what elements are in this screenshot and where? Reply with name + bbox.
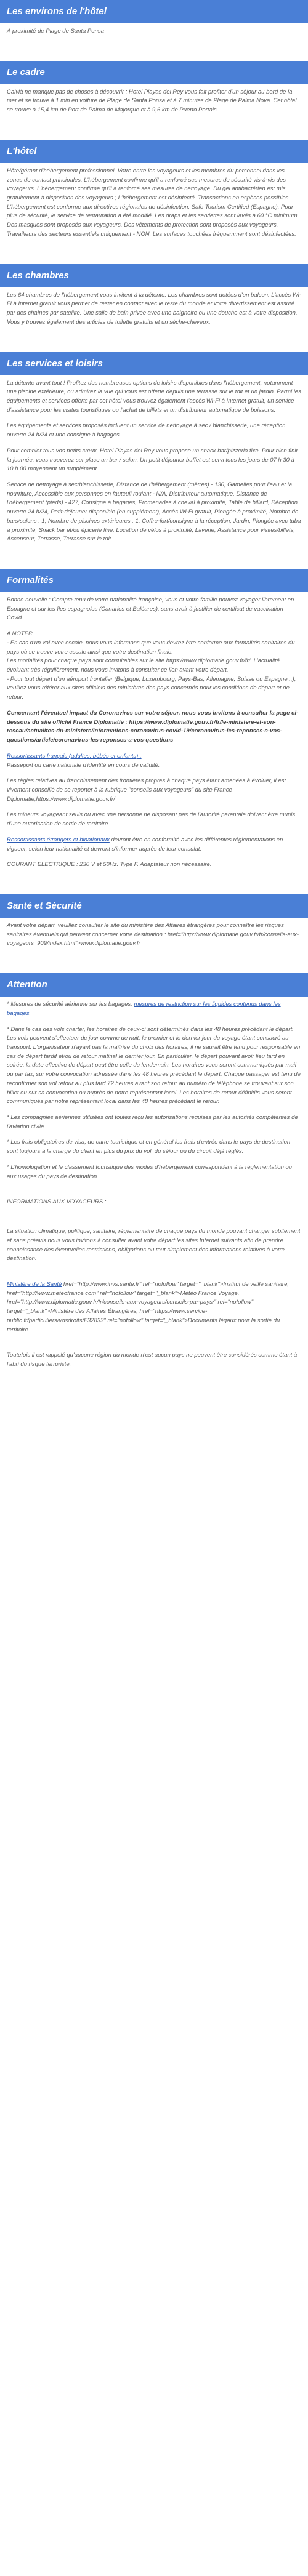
formalites-intro: Bonne nouvelle : Compte tenu de votre nationalité française, vous et votre famille pouvez voyager librement en Espagne et sur les îles espagnoles (Canaries et Baléares), sans avoir à justifier de certificat de vaccination Covid. (7, 596, 294, 622)
nota-line-1: - En cas d'un vol avec escale, nous vous informons que vous devrez être conforme aux formalités sanitaires du pays où se trouve votre escale ainsi que votre destination finale. (7, 639, 295, 656)
section-title-attention: Attention (0, 973, 308, 997)
cadre-text: Calvià ne manque pas de choses à découvrir ; Hotel Playas del Rey vous fait profiter d'un séjour au bord de la mer et se trouve à 1 min en voiture de Plage de Santa Ponsa et à 7 minutes de Plage de Palma Nova. Cet hôtel se trouve à 15,4 km de Port de Palma de Majorque et à 9,6 km de Puerto Portals. (7, 88, 297, 114)
environs-text: À proximité de Plage de Santa Ponsa (7, 28, 104, 34)
section-title-chambres: Les chambres (0, 264, 308, 287)
nationals-text: Passeport ou carte nationale d'identité en cours de validité. (7, 761, 160, 769)
minors-text: Les mineurs voyageant seuls ou avec une personne ne disposant pas de l'autorité parentale doivent être munis d'une autorisation de sortie de territoire. (7, 811, 296, 828)
official-sites-text: href="http://www.invs.sante.fr" rel="nofollow" target="_blank">Institut de veille sanitaire, href="http://www.meteofrance.com" rel="nofollow" target="_blank">Météo France Voyage, href="http://www.diplomatie.gouv.fr/fr/conseils-aux-voyageurs/conseils-par-pays/" rel="nofollow" target="_blank">Ministère des Affaires Étrangères, href="https://www.service-public.fr/particuliers/vosdroits/F32833" rel="nofollow" target="_blank">Documents légaux pour la sortie du territoire. (7, 1280, 290, 1333)
section-title-hotel: L'hôtel (0, 140, 308, 163)
hotel-text: Hôte/gérant d'hébergement professionnel. Votre entre les voyageurs et les membres du personnel dans les zones de contact principales. L'hébergement confirme qu'il a renforcé ses mesures de sécurité vis-à-vis des voyageurs. L'hébergement confirme qu'il a renforcé ses mesures de nettoyage. Du gel antibactérien est mis gratuitement à disposition des voyageurs ; L'hébergement est désinfecté. Transactions en espèces possibles. L'hébergement est conforme aux directives régionales de désinfection. Safe Tourism Certified (Espagne). Pour plus de sécurité, le service de restauration a été modifié. Les draps et les serviettes sont lavés à 60 °C minimum.. Des masques sont proposés aux voyageurs. Des vêtements de protection sont proposés aux voyageurs. Travailleurs des secteurs essentiels uniquement - NON. Les surfaces touchées fréquemment sont désinfectées. (7, 167, 301, 238)
electric-current: COURANT ELECTRIQUE : 230 V et 50Hz. Type F. Adaptateur non nécessaire. (7, 861, 212, 869)
services-text-4: Service de nettoyage à sec/blanchisserie, Distance de l'hébergement (mètres) - 130, Gamelles pour l'eau et la nourriture, Accessible aux personnes en fauteuil roulant - N/A, Distributeur automatique, Distance de l'hébergement (pieds) - 427, Consigne à bagages, Promenades à cheval à proximité, Table de billard, Réception ouverte 24 h/24, Petit-déjeuner disponible (en supplément), Accès Wi-Fi gratuit, Plongée à proximité, Nombre de bars/salons : 1, Nombre de piscines extérieures : 1, Coffre-fort/consigne à la réception, Jardin, Plongée avec tuba à proximité, Snack bar et/ou épicerie fine, Location de vélos à proximité, Laverie, Assistance pour visites/billets, Ascenseur, Terrasse, Terrasse sur le toit (7, 481, 301, 543)
nota-line-2: Les modalités pour chaque pays sont consultables sur le site https://www.diplomatie.gouv.fr/fr/. L'actualité évoluant très régulièrement, nous vous invitons à consulter ce lien avant votre départ. (7, 657, 280, 674)
sante-text: Avant votre départ, veuillez consulter le site du ministère des Affaires étrangères pour connaître les risques sanitaires éventuels qui peuvent concerner votre destination : href="http://www.diplomatie.gouv.fr/fr/conseils-aux-voyageurs_909/index.html">www.diplomatie.gouv.fr (7, 921, 299, 947)
services-text-3: Pour combler tous vos petits creux, Hotel Playas del Rey vous propose un snack bar/pizzeria fixe. Pour bien finir la journée, vous trouverez sur place un bar / salon. Un petit déjeuner buffet est servi tous les jours de 07 h 30 à 10 h 00 moyennant un supplément. (7, 447, 298, 473)
services-text-1: La détente avant tout ! Profitez des nombreuses options de loisirs disponibles dans l'hébergement, notamment une piscine extérieure, ou admirez la vue qui vous est offerte depuis une terrasse sur le toit et un jardin. Parmi les équipements et services offerts par cet hôtel vous trouvez également l'accès Wi-Fi à Internet gratuit, un service d'assistance pour les visites touristiques ou l'achat de billets et un distributeur automatique de boissons. (7, 379, 301, 414)
section-title-sante: Santé et Sécurité (0, 894, 308, 918)
baggage-security-suffix: . (29, 1009, 31, 1017)
travelers-info-text: La situation climatique, politique, sanitaire, réglementaire de chaque pays du monde pouvant changer subitement et sans préavis nous vous invitons à consulter avant votre départ les sites Internet suivants afin de prendre connaissance des éventuelles restrictions, obligations ou tout simplement des informations relatives à votre destination. (7, 1228, 301, 1262)
terrorism-risk-text: Toutefois il est rappelé qu'aucune région du monde n'est aucun pays ne peuvent être considérés comme étant à l'abri du risque terroriste. (7, 1352, 298, 1368)
liquids-restriction-link[interactable]: mesures de restriction sur les liquides contenus dans les bagages (7, 1001, 281, 1017)
nota-heading: A NOTER (7, 630, 33, 638)
section-title-environs: Les environs de l'hôtel (0, 0, 308, 23)
section-sante (0, 894, 308, 955)
section-title-services: Les services et loisirs (0, 352, 308, 375)
travelers-info-heading: INFORMATIONS AUX VOYAGEURS : (7, 1198, 107, 1206)
section-title-formalites: Formalités (0, 569, 308, 592)
section-formalites (0, 569, 308, 876)
section-services (0, 352, 308, 551)
nota-line-3: - Pour tout départ d'un aéroport frontalier (Belgique, Luxembourg, Pays-Bas, Allemagne, Suisse ou Espagne...), veuillez vous référer aux sites officiels des ministères des pays concernés pour les conditions de départ et de retour. (7, 675, 296, 701)
foreign-text: devront être en conformité avec les différentes réglementations en vigueur, selon leur nationalité et devront s'informer auprès de leur consulat. (7, 836, 283, 853)
homologation-text: * L'homologation et le classement touristique des modes d'hébergement correspondent à la réglementation ou aux usages du pays de destination. (7, 1163, 293, 1180)
section-attention (0, 973, 308, 1376)
foreign-heading: Ressortissants étrangers et binationaux (7, 836, 110, 843)
chambres-text: Les 64 chambres de l'hébergement vous invitent à la détente. Les chambres sont dotées d'un balcon. L'accès Wi-Fi à Internet gratuit vous permet de rester en contact avec le reste du monde et votre divertissement est assuré par des chaînes par satellite. Une salle de bain privée avec une baignoire ou une douche est à votre disposition. Vous y trouvez également des articles de toilette gratuits et un sèche-cheveux. (7, 291, 301, 326)
nationals-heading: Ressortissants français (adultes, bébés et enfants) : (7, 752, 142, 760)
services-text-2: Les équipements et services proposés incluent un service de nettoyage à sec / blanchisserie, une réception ouverte 24 h/24 et une consigne à bagages. (7, 422, 286, 439)
baggage-security-prefix: * Mesures de sécurité aérienne sur les bagages: (7, 1001, 134, 1008)
section-chambres (0, 264, 308, 334)
ministry-health-link[interactable]: Ministère de la Santé (7, 1280, 62, 1288)
coronavirus-notice: Concernant l'éventuel impact du Coronavirus sur votre séjour, nous vous invitons à consulter la page ci-dessous du site officiel France Diplomatie : https://www.diplomatie.gouv.fr/fr/le-ministere-et-son-reseau/actualites-du-ministere/informations-coronavirus-covid-19/coronavirus-les-reponses-a-vos-questions/article/coronavirus-les-reponses-a-vos-questions (7, 709, 299, 744)
airlines-text: * Les compagnies aériennes utilisées ont toutes reçu les autorisations requises par les autorités compétentes de l'aviation civile. (7, 1114, 298, 1130)
section-cadre (0, 61, 308, 121)
section-environs (0, 0, 308, 42)
section-hotel (0, 140, 308, 246)
visa-fees-text: * Les frais obligatoires de visa, de carte touristique et en général les frais d'entrée dans le pays de destination sont toujours à la charge du client en plus du prix du vol, du séjour ou du circuit déjà réglés. (7, 1139, 291, 1155)
borders-rules-text: Les règles relatives au franchissement des frontières propres à chaque pays étant amenées à évoluer, il est vivement conseillé de se reporter à la rubrique "conseils aux voyageurs" du site France Diplomatie,https://www.diplomatie.gouv.fr/ (7, 777, 286, 803)
charter-flights-text: * Dans le cas des vols charter, les horaires de ceux-ci sont déterminés dans les 48 heures précédant le départ. Les vols peuvent s'effectuer de jour comme de nuit, le premier et le dernier jour du voyage étant consacré au transport. L'organisateur n'ayant pas la maîtrise du choix des horaires, il ne saurait être tenu pour responsable en cas de départ tardif et/ou de retour matinal le dernier jour. En particulier, le départ pouvant avoir lieu tard en soirée, la date effective de départ peut être celle du lendemain. Les horaires vous seront communiqués par mail ou par fax, sur votre convocation adressée dans les 48 heures précédant le départ. Chaque passager est tenu de reconfirmer son vol retour au plus tard 72 heures avant son retour au numéro de téléphone se trouvant sur son billet ou sur sa convocation ou auprès de notre représentant local. Les horaires de retour définitifs vous seront communiqués par notre représentant local dans les 48 heures précédant le retour. (7, 1025, 301, 1105)
section-title-cadre: Le cadre (0, 61, 308, 84)
